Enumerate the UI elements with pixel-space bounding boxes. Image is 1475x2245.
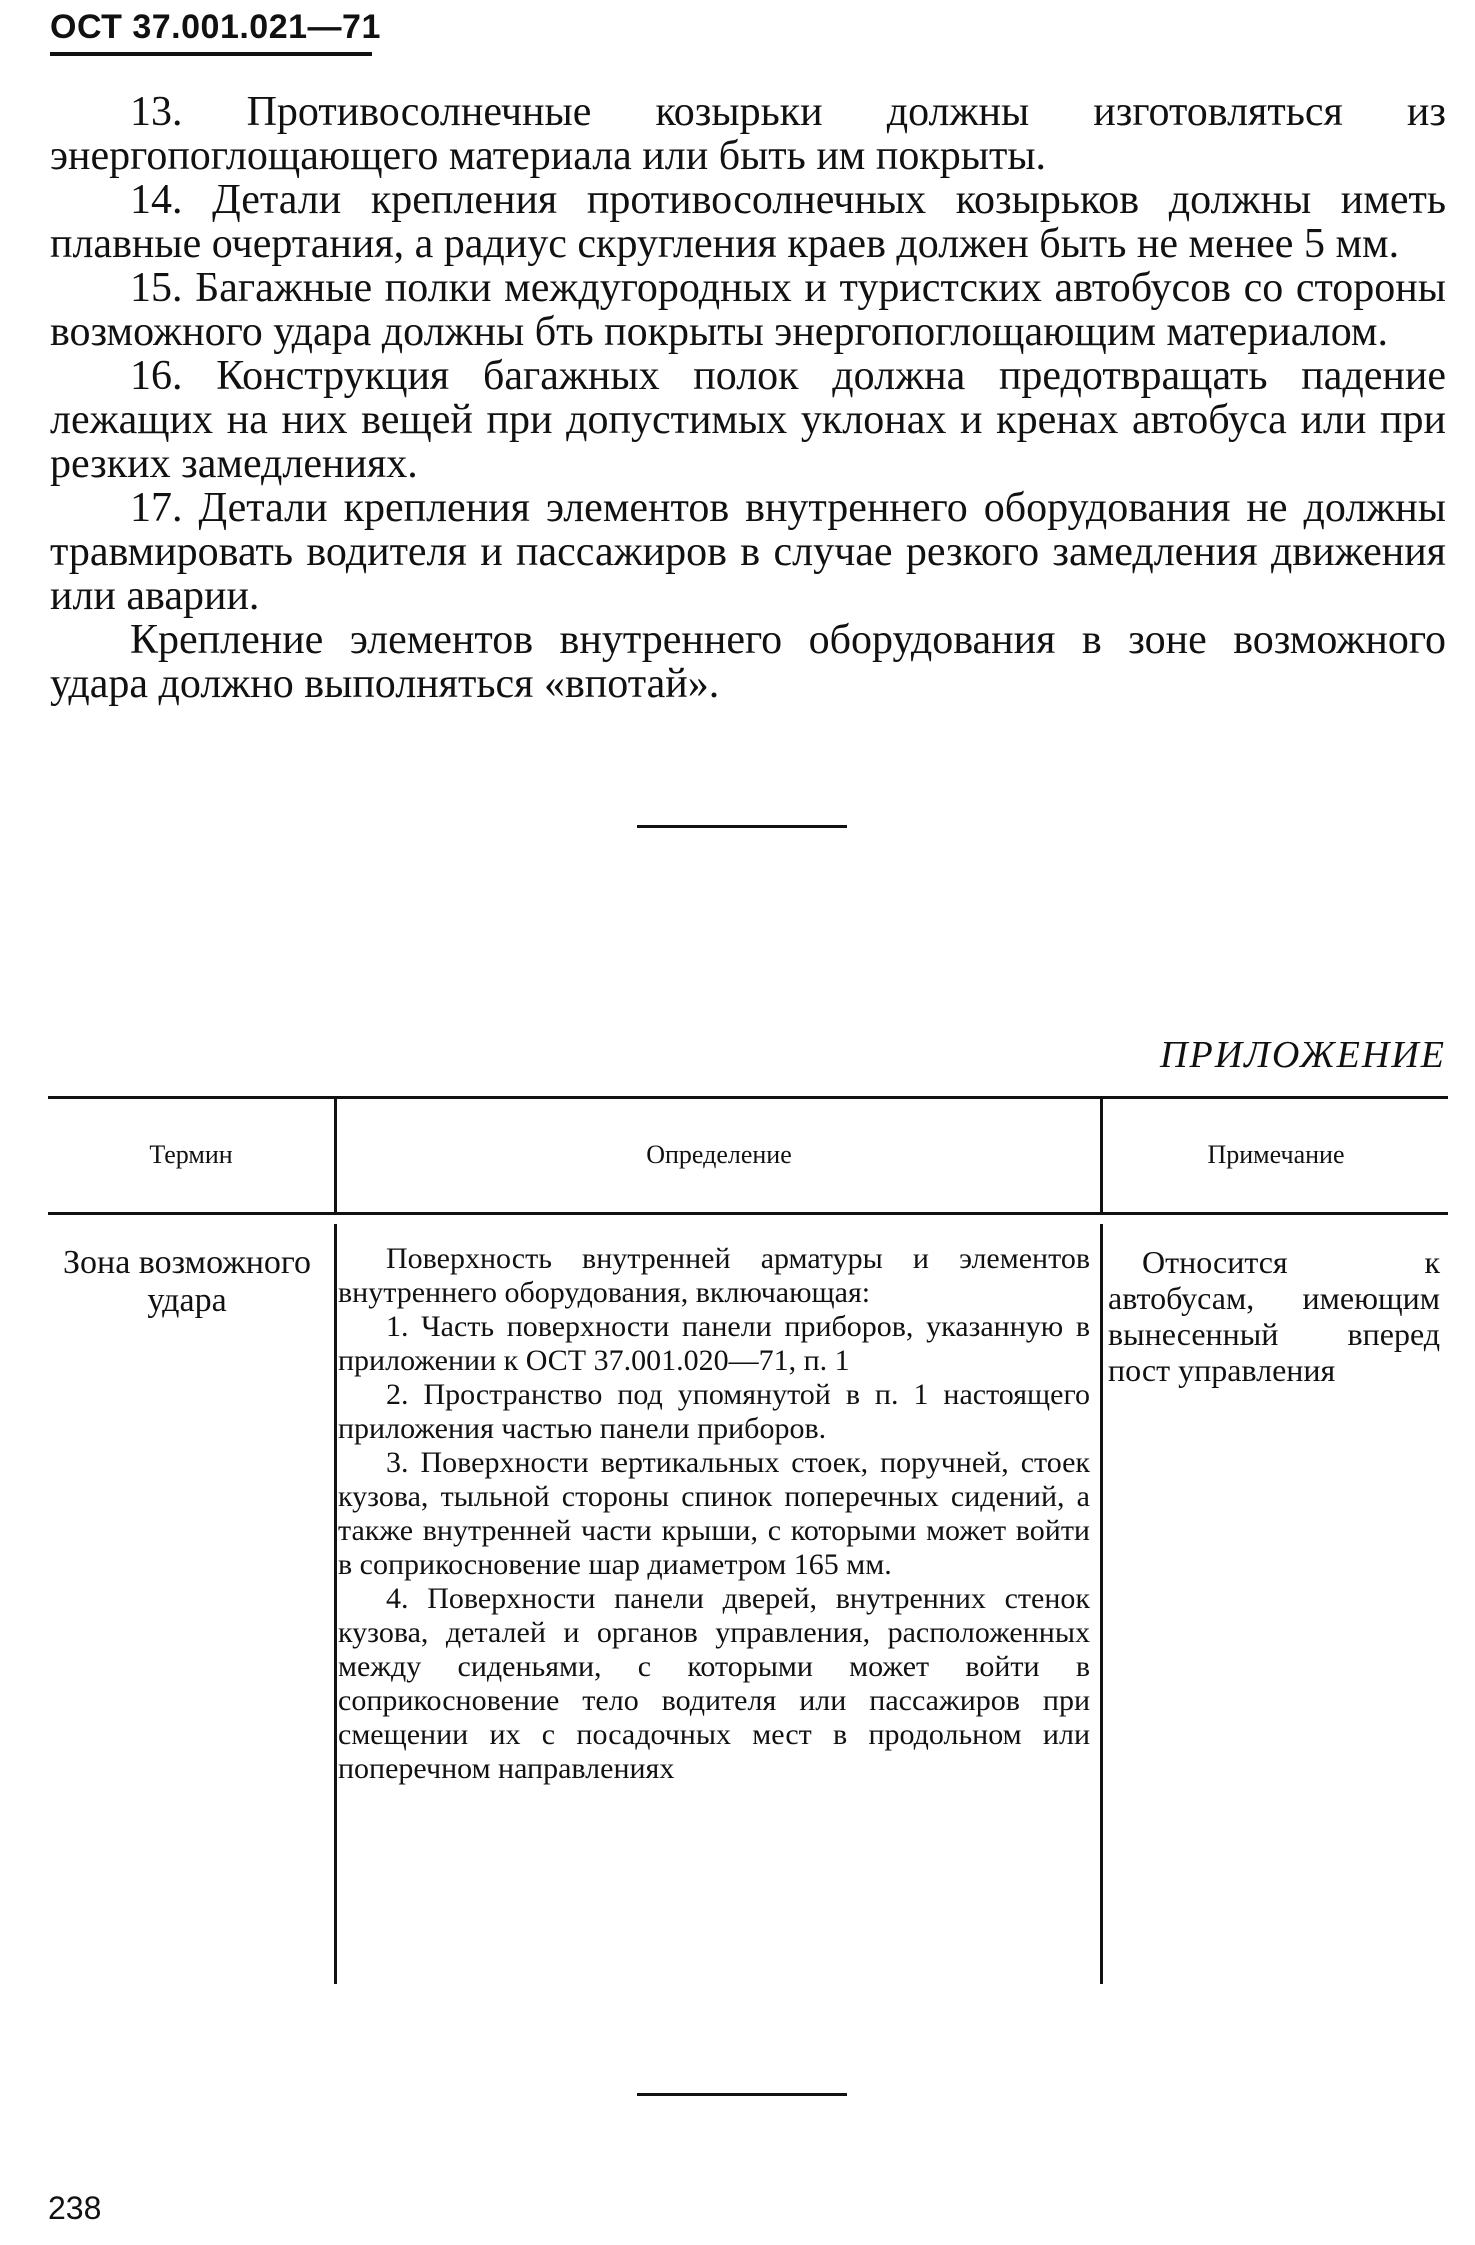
paragraph-mounting: Крепление элементов внутреннего оборудования в зоне возможного удара должно выполняться «впотай». [50,617,1446,707]
column-header-term: Термин [149,1140,233,1169]
table-divider-2-body [1100,1224,1103,1984]
term-cell: Зона возможного удара [62,1244,312,1319]
paragraph-16: 16. Конструкция багажных полок должна предотвращать падение лежащих на них вещей при допустимых уклонах и кренах автобуса или при резких замедлениях. [50,353,1446,487]
paragraph-13: 13. Противосолнечные козырьки должны изготовляться из энергопоглощающего материала или быть им покрыты. [50,89,1446,179]
table-divider-2 [1100,1096,1103,1212]
table-top-rule [48,1096,1448,1099]
table-divider-1-body [334,1224,337,1984]
page-number: 238 [48,2190,102,2226]
standard-code-header: ОСТ 37.001.021—71 [50,8,381,46]
section-separator [637,825,847,828]
definition-item-2: 2. Пространство под упомянутой в п. 1 настоящего приложения частью панели приборов. [338,1378,1090,1445]
definition-item-3: 3. Поверхности вертикальных стоек, поручней, стоек кузова, тыльной стороны спинок поперечных сидений, а также внутренней части крыши, с которыми может войти в соприкосновение шар диаметром 165 мм. [338,1446,1090,1581]
appendix-title: ПРИЛОЖЕНИЕ [1160,1034,1446,1076]
header-underline [50,52,372,56]
definition-cell [338,1242,1090,1786]
bottom-separator [637,2093,847,2096]
paragraph-17: 17. Детали крепления элементов внутреннего оборудования не должны травмировать водителя и пассажиров в случае резкого замедления движения или аварии. [50,485,1446,619]
paragraph-14: 14. Детали крепления противосолнечных козырьков должны иметь плавные очертания, а радиус скругления краев должен быть не менее 5 мм. [50,177,1446,267]
paragraph-15: 15. Багажные полки междугородных и туристских автобусов со стороны возможного удара должны бть покрыты энергопоглощающим материалом. [50,265,1446,355]
definition-item-4: 4. Поверхности панели дверей, внутренних стенок кузова, деталей и органов управления, расположенных между сиденьями, с которыми может войти в соприкосновение тело водителя или пассажиров при смещении их с посадочных мест в продольном или поперечном направлениях [338,1582,1090,1785]
main-text [50,90,1446,706]
table-divider-1 [334,1096,337,1212]
column-header-note: Примечание [1207,1140,1345,1169]
column-header-definition: Определение [646,1140,792,1169]
definition-intro: Поверхность внутренней арматуры и элементов внутреннего оборудования, включающая: [338,1242,1090,1309]
definition-item-1: 1. Часть поверхности панели приборов, указанную в приложении к ОСТ 37.001.020—71, п. 1 [338,1310,1090,1377]
table-header-rule [48,1212,1448,1215]
note-cell: Относится к автобусам, имеющим вынесенный вперед пост управления [1108,1244,1440,1388]
